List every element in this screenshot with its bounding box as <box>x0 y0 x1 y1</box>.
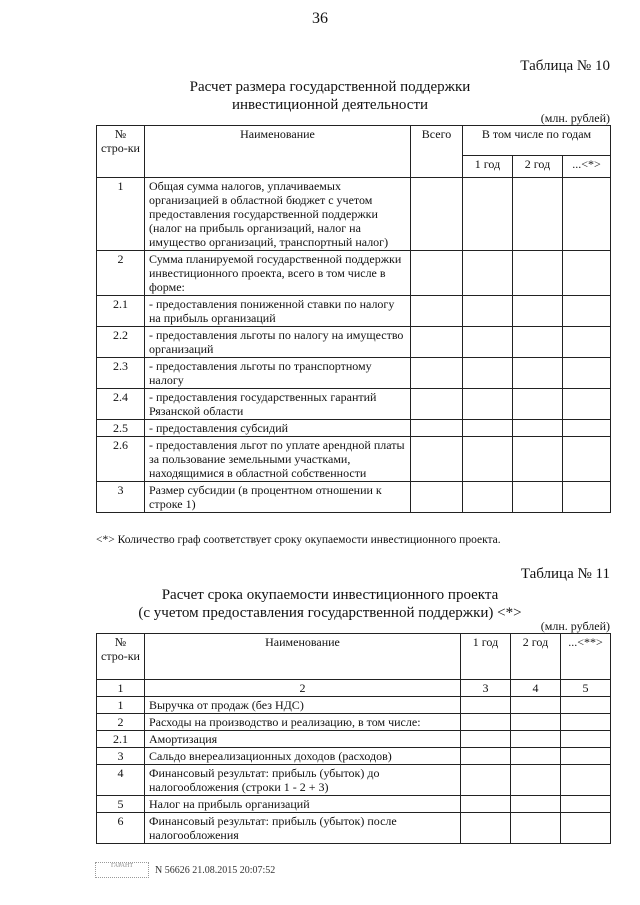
table11-value-cell <box>511 714 561 731</box>
table11-value-cell <box>511 748 561 765</box>
table10-row-name: - предоставления субсидий <box>145 420 411 437</box>
table10-header-y1: 1 год <box>463 156 513 178</box>
table11-value-cell <box>511 697 561 714</box>
table11-row <box>97 765 611 796</box>
table11-units: (млн. рублей) <box>540 619 610 633</box>
table11-row <box>97 796 611 813</box>
table11-title-line1: Расчет срока окупаемости инвестиционного проекта <box>161 587 499 603</box>
table11-value-cell <box>511 765 561 796</box>
table10-value-cell <box>513 358 563 389</box>
table11-row <box>97 731 611 748</box>
table11-header-y1: 1 год <box>461 634 511 680</box>
table10-header-num: № стро-ки <box>97 126 145 178</box>
table10-value-cell <box>411 178 463 251</box>
table10-value-cell <box>563 178 611 251</box>
table10-value-cell <box>463 437 513 482</box>
table10-value-cell <box>513 482 563 513</box>
table11-value-cell <box>561 813 611 844</box>
table11-colnum: 5 <box>561 680 611 697</box>
table10-header-name: Наименование <box>145 126 411 178</box>
table10-row-num: 2.5 <box>97 420 145 437</box>
table10-value-cell <box>513 251 563 296</box>
table11-value-cell <box>511 796 561 813</box>
table10-value-cell <box>513 420 563 437</box>
table11-value-cell <box>561 765 611 796</box>
table10-title <box>90 78 570 114</box>
table10-value-cell <box>411 251 463 296</box>
table10-row-name: Размер субсидии (в процентном отношении к строке 1) <box>145 482 411 513</box>
table11-row <box>97 813 611 844</box>
table11-value-cell <box>461 714 511 731</box>
table11-colnum: 3 <box>461 680 511 697</box>
table11 <box>96 633 611 844</box>
table10-value-cell <box>463 389 513 420</box>
table11-title-line2: (с учетом предоставления государственной поддержки) <*> <box>138 605 522 621</box>
table10-row-num: 2.3 <box>97 358 145 389</box>
table11-row-num: 1 <box>97 697 145 714</box>
table10-row <box>97 327 611 358</box>
table10-value-cell <box>513 296 563 327</box>
table11-header-num: № стро-ки <box>97 634 145 680</box>
table10-value-cell <box>563 251 611 296</box>
table11-value-cell <box>511 731 561 748</box>
table10-value-cell <box>463 178 513 251</box>
table10-row-name: Общая сумма налогов, уплачиваемых организацией в областной бюджет с учетом предоставления государственной поддержки (налог на прибыль организаций, налог на имущество организаций, транспортный налог) <box>145 178 411 251</box>
table10-row-num: 2.1 <box>97 296 145 327</box>
table10-value-cell <box>463 358 513 389</box>
table10-row-num: 2.4 <box>97 389 145 420</box>
table10-value-cell <box>463 251 513 296</box>
table10-row-name: Сумма планируемой государственной поддержки инвестиционного проекта, всего в том числе в форме: <box>145 251 411 296</box>
table11-value-cell <box>461 813 511 844</box>
table10-value-cell <box>563 420 611 437</box>
stamp-text: N 56626 21.08.2015 20:07:52 <box>155 864 276 876</box>
table10-header-yn: ...<*> <box>563 156 611 178</box>
table11-row-name: Амортизация <box>145 731 461 748</box>
table11-label: Таблица № 11 <box>520 566 610 582</box>
table10-value-cell <box>563 482 611 513</box>
table11-header-yn: ...<**> <box>561 634 611 680</box>
table10-value-cell <box>411 437 463 482</box>
table10-row-name: - предоставления льгот по уплате арендной платы за пользование земельными участками, находящимися в областной собственности <box>145 437 411 482</box>
table10-value-cell <box>563 358 611 389</box>
page-number: 36 <box>312 10 328 27</box>
table11-value-cell <box>461 765 511 796</box>
table10-value-cell <box>563 327 611 358</box>
table11-value-cell <box>561 748 611 765</box>
table10-value-cell <box>463 420 513 437</box>
table11-row <box>97 748 611 765</box>
table10-header-total: Всего <box>411 126 463 178</box>
table11-value-cell <box>511 813 561 844</box>
table10-title-line1: Расчет размера государственной поддержки <box>189 79 471 95</box>
table10-value-cell <box>463 482 513 513</box>
table10-value-cell <box>411 327 463 358</box>
table11-row <box>97 714 611 731</box>
table10-value-cell <box>411 482 463 513</box>
document-stamp <box>95 862 275 878</box>
table10-value-cell <box>411 420 463 437</box>
table10-title-line2: инвестиционной деятельности <box>231 97 429 113</box>
table10-value-cell <box>411 358 463 389</box>
table11-title <box>90 586 570 622</box>
table11-row-name: Сальдо внереализационных доходов (расходов) <box>145 748 461 765</box>
table11-header-row <box>97 634 611 680</box>
table11-row-num: 2 <box>97 714 145 731</box>
table11-row-name: Налог на прибыль организаций <box>145 796 461 813</box>
table11-value-cell <box>561 697 611 714</box>
table10-row-name: - предоставления льготы по налогу на имущество организаций <box>145 327 411 358</box>
table10-row <box>97 251 611 296</box>
stamp-logo <box>95 862 149 878</box>
table10-row-name: - предоставления льготы по транспортному налогу <box>145 358 411 389</box>
table10-value-cell <box>411 296 463 327</box>
table10-header-y2: 2 год <box>513 156 563 178</box>
table10-units: (млн. рублей) <box>540 111 610 125</box>
table10-row <box>97 358 611 389</box>
table10-row <box>97 389 611 420</box>
table10-row-num: 3 <box>97 482 145 513</box>
table10-row <box>97 437 611 482</box>
table10-row <box>97 296 611 327</box>
table11-value-cell <box>461 748 511 765</box>
table11-colnum: 1 <box>97 680 145 697</box>
table11-row-name: Выручка от продаж (без НДС) <box>145 697 461 714</box>
table11-row-name: Расходы на производство и реализацию, в том числе: <box>145 714 461 731</box>
table10-row-name: - предоставления пониженной ставки по налогу на прибыль организаций <box>145 296 411 327</box>
table10-value-cell <box>513 389 563 420</box>
table10-value-cell <box>463 296 513 327</box>
table10-value-cell <box>463 327 513 358</box>
table11-row-num: 6 <box>97 813 145 844</box>
table11-header-y2: 2 год <box>511 634 561 680</box>
table10-value-cell <box>411 389 463 420</box>
table11-value-cell <box>461 796 511 813</box>
table11-row-num: 3 <box>97 748 145 765</box>
table10-value-cell <box>563 437 611 482</box>
table11-value-cell <box>561 714 611 731</box>
table10 <box>96 125 611 513</box>
table10-header-row <box>97 126 611 156</box>
table10-value-cell <box>563 389 611 420</box>
table11-value-cell <box>561 796 611 813</box>
table10-footnote: <*> Количество граф соответствует сроку окупаемости инвестиционного проекта. <box>96 534 501 546</box>
table11-row-num: 2.1 <box>97 731 145 748</box>
stamp-logo-text: ГАРАНТ <box>110 863 134 869</box>
table11-row-name: Финансовый результат: прибыль (убыток) после налогообложения <box>145 813 461 844</box>
table10-row <box>97 482 611 513</box>
table10-value-cell <box>513 327 563 358</box>
table11-row <box>97 697 611 714</box>
table10-row-num: 2.6 <box>97 437 145 482</box>
table11-colnum-row <box>97 680 611 697</box>
table11-value-cell <box>561 731 611 748</box>
table11-row-num: 4 <box>97 765 145 796</box>
table11-colnum: 4 <box>511 680 561 697</box>
table10-value-cell <box>563 296 611 327</box>
table10-row-num: 2 <box>97 251 145 296</box>
table11-colnum: 2 <box>145 680 461 697</box>
table10-header-by-years: В том числе по годам <box>463 126 611 156</box>
table10-value-cell <box>513 178 563 251</box>
table11-row-name: Финансовый результат: прибыль (убыток) до налогообложения (строки 1 - 2 + 3) <box>145 765 461 796</box>
table10-row-num: 2.2 <box>97 327 145 358</box>
table10-value-cell <box>513 437 563 482</box>
table11-header-name: Наименование <box>145 634 461 680</box>
table10-label: Таблица № 10 <box>520 58 610 74</box>
table10-row <box>97 420 611 437</box>
table11-value-cell <box>461 731 511 748</box>
table10-row <box>97 178 611 251</box>
table10-row-num: 1 <box>97 178 145 251</box>
table10-row-name: - предоставления государственных гарантий Рязанской области <box>145 389 411 420</box>
table11-row-num: 5 <box>97 796 145 813</box>
table11-value-cell <box>461 697 511 714</box>
